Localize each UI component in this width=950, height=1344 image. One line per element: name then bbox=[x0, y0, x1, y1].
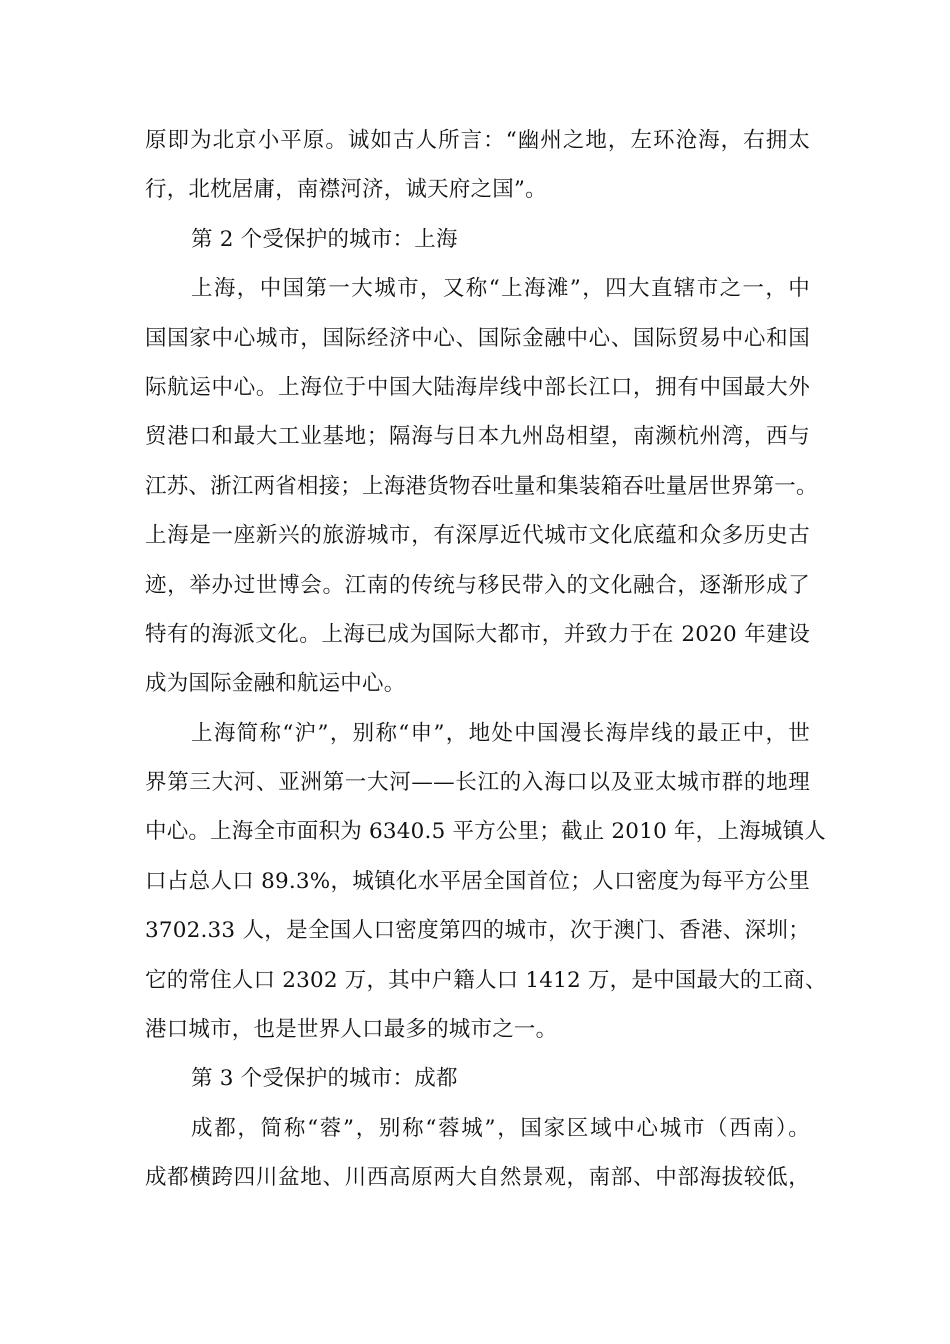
paragraph-line: 贸港口和最大工业基地；隔海与日本九州岛相望，南濒杭州湾，西与 bbox=[145, 424, 810, 450]
paragraph-line: 成都横跨四川盆地、川西高原两大自然景观，南部、中部海拔较低， bbox=[145, 1165, 810, 1191]
paragraph-line: 上海是一座新兴的旅游城市，有深厚近代城市文化底蕴和众多历史古 bbox=[145, 523, 810, 549]
paragraph-line: 上海简称“沪”，别称“申”，地处中国漫长海岸线的最正中，世 bbox=[191, 720, 810, 746]
paragraph-line: 港口城市，也是世界人口最多的城市之一。 bbox=[145, 1017, 558, 1043]
paragraph-line: 行，北枕居庸，南襟河济，诚天府之国”。 bbox=[145, 177, 547, 203]
paragraph-line: 特有的海派文化。上海已成为国际大都市，并致力于在 2020 年建设 bbox=[145, 621, 810, 647]
paragraph-line: 迹，举办过世博会。江南的传统与移民带入的文化融合，逐渐形成了 bbox=[145, 572, 810, 598]
paragraph-line: 江苏、浙江两省相接；上海港货物吞吐量和集装箱吞吐量居世界第一。 bbox=[145, 473, 818, 499]
paragraph-line: 中心。上海全市面积为 6340.5 平方公里；截止 2010 年，上海城镇人 bbox=[145, 819, 826, 845]
paragraph-line: 3702.33 人，是全国人口密度第四的城市，次于澳门、香港、深圳； bbox=[145, 918, 810, 944]
section-heading: 第 3 个受保护的城市：成都 bbox=[191, 1066, 458, 1092]
paragraph-line: 界第三大河、亚洲第一大河——长江的入海口以及亚太城市群的地理 bbox=[145, 770, 810, 796]
paragraph-line: 原即为北京小平原。诚如古人所言：“幽州之地，左环沧海，右拥太 bbox=[145, 128, 810, 153]
paragraph-line: 际航运中心。上海位于中国大陆海岸线中部长江口，拥有中国最大外 bbox=[145, 374, 810, 400]
paragraph-line: 国国家中心城市，国际经济中心、国际金融中心、国际贸易中心和国 bbox=[145, 325, 810, 351]
document-page bbox=[145, 116, 827, 1203]
paragraph-line: 成为国际金融和航运中心。 bbox=[145, 671, 406, 697]
section-heading: 第 2 个受保护的城市：上海 bbox=[191, 226, 458, 252]
paragraph-line: 口占总人口 89.3%，城镇化水平居全国首位；人口密度为每平方公里 bbox=[145, 868, 810, 894]
paragraph-line: 它的常住人口 2302 万，其中户籍人口 1412 万，是中国最大的工商、 bbox=[145, 967, 827, 993]
paragraph-line: 成都，简称“蓉”，别称“蓉城”，国家区域中心城市（西南）。 bbox=[191, 1115, 810, 1141]
paragraph-line: 上海，中国第一大城市，又称“上海滩”，四大直辖市之一，中 bbox=[191, 276, 810, 302]
